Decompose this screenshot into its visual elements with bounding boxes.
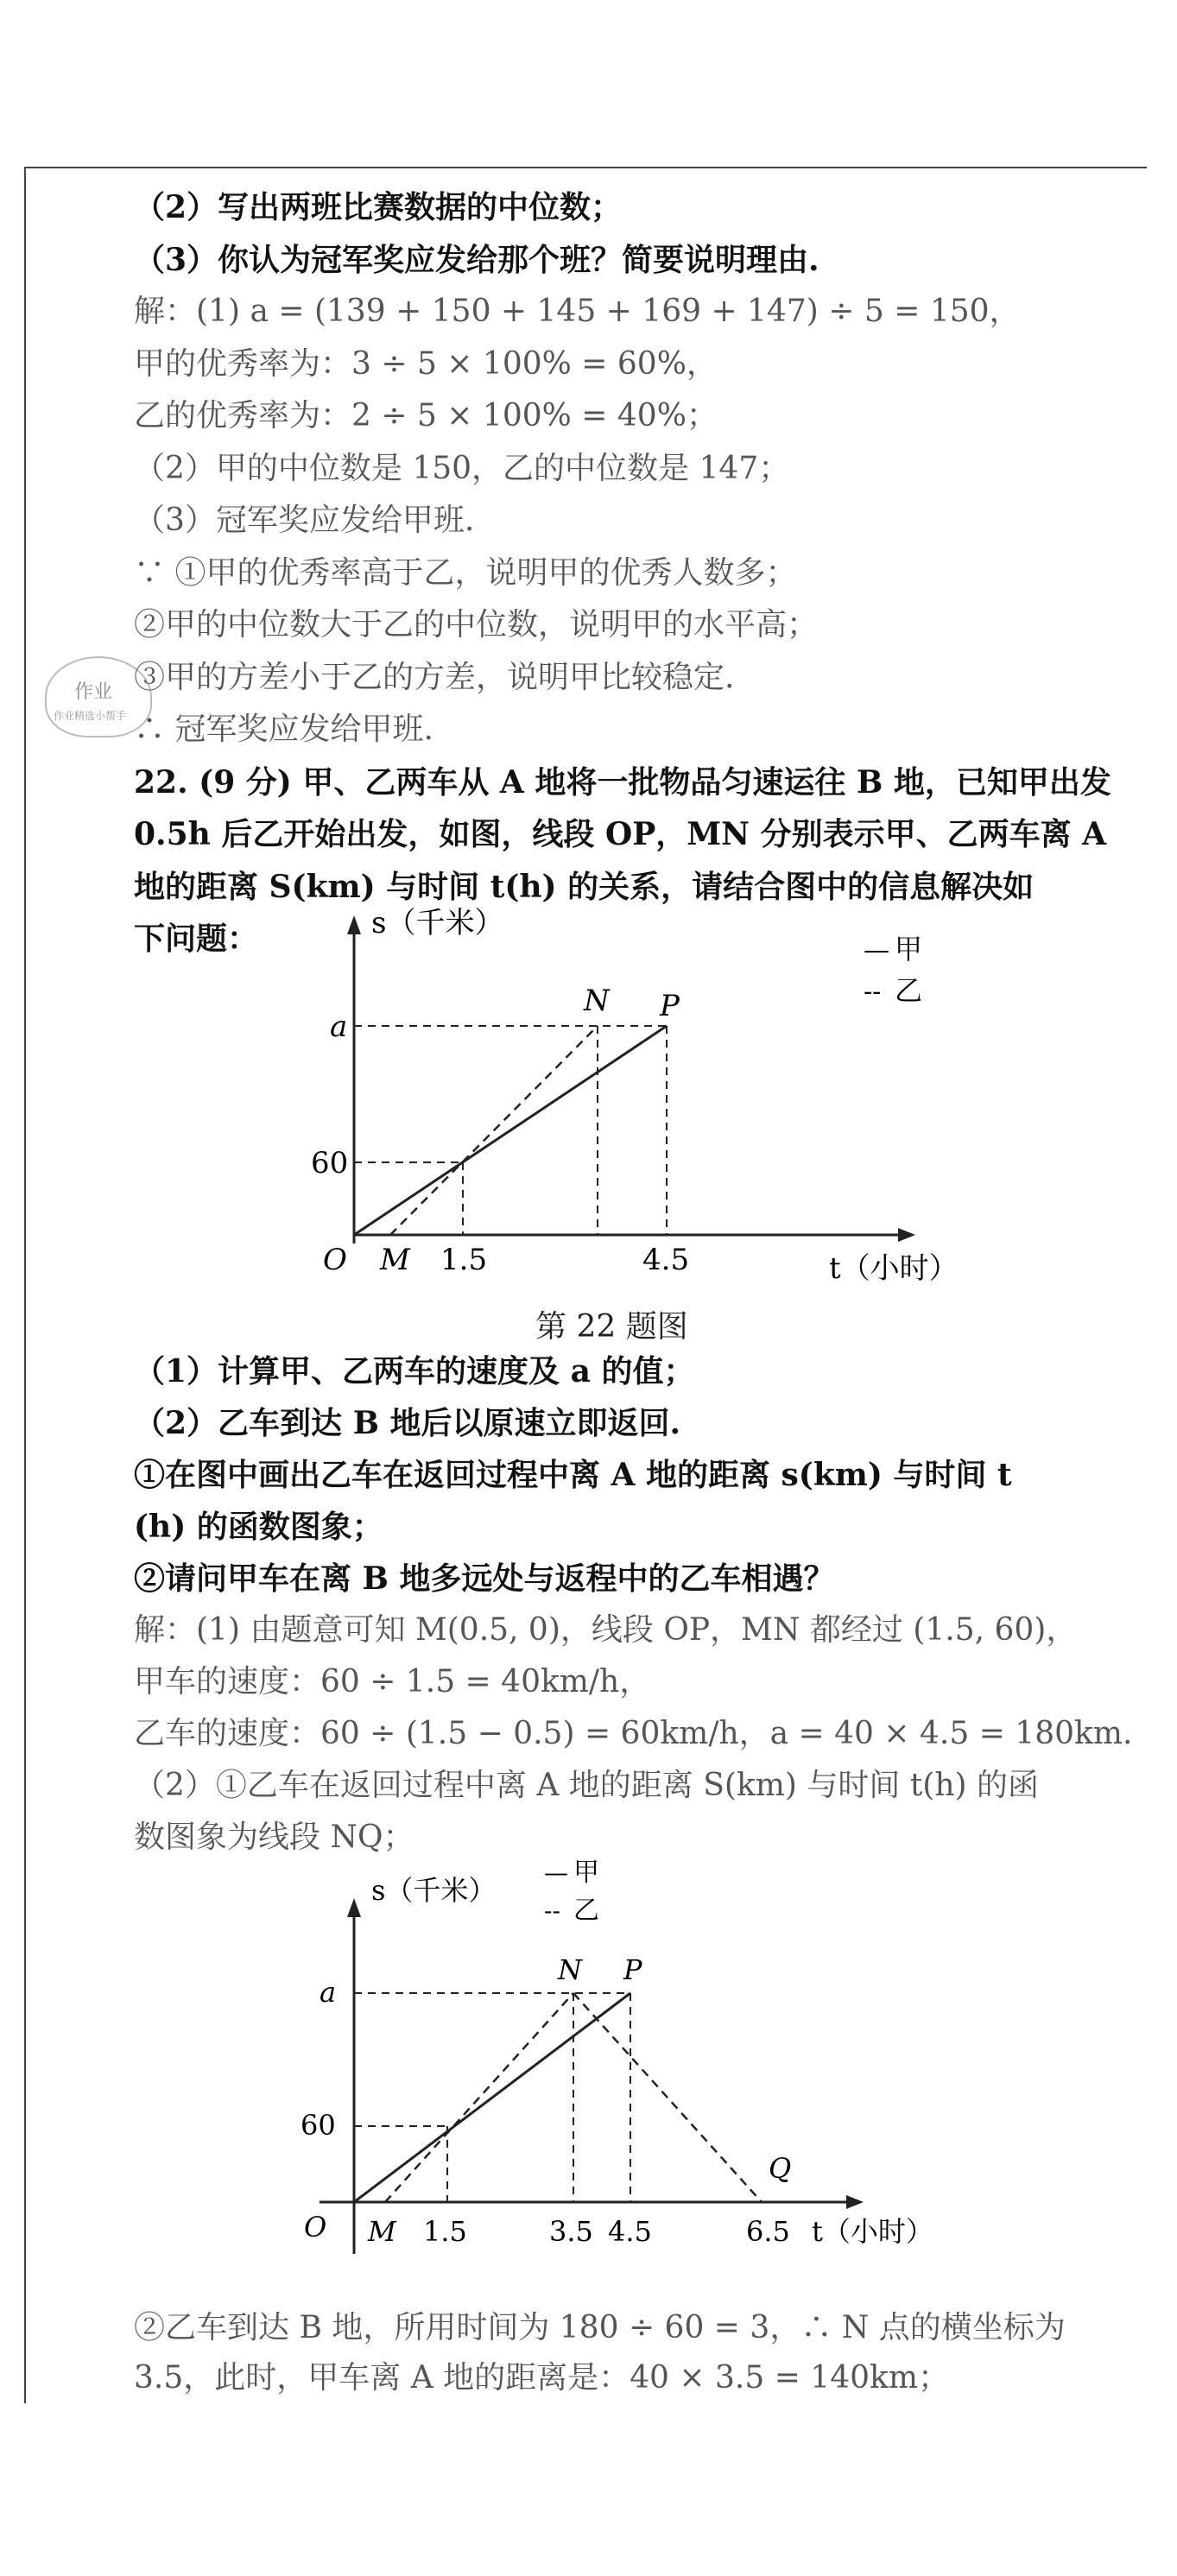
figure-2 bbox=[259, 1857, 1019, 2280]
text-line: 解：(1) a = (139 + 150 + 145 + 169 + 147) ÷ 5 = 150， bbox=[134, 294, 1021, 329]
point-N: N bbox=[558, 1953, 582, 1986]
text-line: （2）①乙车在返回过程中离 A 地的距离 S(km) 与时间 t(h) 的函 bbox=[134, 1768, 1040, 1803]
top-rule bbox=[24, 167, 1147, 168]
figure-1-caption: 第 22 题图 bbox=[535, 1309, 688, 1345]
series-jia-OP bbox=[354, 1026, 667, 1235]
legend-mark-jia: — bbox=[544, 1858, 568, 1887]
point-P: P bbox=[660, 989, 680, 1023]
series-yi-MN bbox=[390, 1026, 598, 1235]
tick-6.5: 6.5 bbox=[746, 2215, 790, 2248]
tick-4.5: 4.5 bbox=[608, 2215, 652, 2248]
text-line: ②请问甲车在离 B 地多远处与返程中的乙车相遇？ bbox=[134, 1560, 835, 1597]
text-line: （2）乙车到达 B 地后以原速立即返回. bbox=[134, 1405, 681, 1441]
origin-label: O bbox=[304, 2211, 327, 2244]
left-rule bbox=[24, 167, 26, 2403]
legend-jia: 甲 bbox=[895, 933, 923, 965]
tick-M: M bbox=[368, 2215, 396, 2248]
text-line: ∵ ①甲的优秀率高于乙，说明甲的优秀人数多； bbox=[134, 554, 797, 591]
y-axis-label: s（千米） bbox=[371, 906, 504, 940]
text-line: ②甲的中位数大于乙的中位数，说明甲的水平高； bbox=[134, 607, 819, 642]
text-line: 甲的优秀率为：3 ÷ 5 × 100% = 60%， bbox=[134, 345, 718, 382]
legend-yi: 乙 bbox=[895, 974, 923, 1007]
text-line: 甲车的速度：60 ÷ 1.5 = 40km/h， bbox=[134, 1664, 651, 1699]
x-axis-arrow bbox=[898, 1228, 915, 1242]
tick-4.5: 4.5 bbox=[642, 1243, 690, 1277]
text-line: 地的距离 S(km) 与时间 t(h) 的关系，请结合图中的信息解决如 bbox=[134, 868, 1035, 905]
text-line: (h) 的函数图象； bbox=[134, 1509, 383, 1545]
tick-M: M bbox=[380, 1243, 410, 1277]
legend-mark-yi: -- bbox=[544, 1896, 560, 1925]
y-axis-arrow bbox=[347, 1898, 361, 1917]
point-Q: Q bbox=[769, 2152, 792, 2185]
point-P: P bbox=[623, 1953, 642, 1986]
legend-yi: 乙 bbox=[573, 1896, 599, 1926]
legend-mark-yi: -- bbox=[864, 977, 882, 1007]
text-line: ①在图中画出乙车在返回过程中离 A 地的距离 s(km) 与时间 t bbox=[134, 1457, 1012, 1493]
text-line: （3）你认为冠军奖应发给那个班？简要说明理由. bbox=[134, 241, 819, 278]
tick-1.5: 1.5 bbox=[440, 1243, 488, 1277]
text-line: （2）写出两班比赛数据的中位数； bbox=[134, 189, 623, 225]
text-line: 解：(1) 由题意可知 M(0.5, 0)，线段 OP，MN 都经过 (1.5, 60)， bbox=[134, 1612, 1078, 1648]
tick-a: a bbox=[320, 1976, 337, 2009]
stamp-title: 作业 bbox=[74, 681, 113, 703]
text-line: ②乙车到达 B 地，所用时间为 180 ÷ 60 = 3，∴ N 点的横坐标为 bbox=[134, 2310, 1066, 2345]
legend-mark-jia: — bbox=[864, 935, 889, 965]
text-line: ∴ 冠军奖应发给甲班. bbox=[134, 712, 433, 747]
y-axis-arrow bbox=[347, 915, 361, 934]
text-line: 数图象为线段 NQ； bbox=[134, 1820, 414, 1855]
tick-60: 60 bbox=[301, 2109, 336, 2142]
figure-1 bbox=[294, 898, 1002, 1295]
tick-3.5: 3.5 bbox=[549, 2215, 593, 2248]
x-axis-label: t（小时） bbox=[829, 1251, 959, 1286]
x-axis-label: t（小时） bbox=[812, 2215, 933, 2248]
origin-label: O bbox=[323, 1243, 347, 1277]
text-line: （3）冠军奖应发给甲班. bbox=[134, 503, 475, 538]
text-line: 乙的优秀率为：2 ÷ 5 × 100% = 40%； bbox=[134, 398, 718, 434]
text-line: （1）计算甲、乙两车的速度及 a 的值； bbox=[134, 1353, 695, 1389]
text-line: 22. (9 分) 甲、乙两车从 A 地将一批物品匀速运往 B 地，已知甲出发 bbox=[134, 763, 1111, 801]
text-line: （2）甲的中位数是 150，乙的中位数是 147； bbox=[134, 450, 790, 486]
text-line: 下问题： bbox=[134, 921, 259, 957]
tick-a: a bbox=[330, 1010, 348, 1044]
stamp-sub: 作业精选小帮手 bbox=[54, 710, 127, 722]
series-yi-MN bbox=[385, 1993, 573, 2202]
legend-jia: 甲 bbox=[573, 1858, 599, 1888]
y-axis-label: s（千米） bbox=[371, 1874, 497, 1907]
point-N: N bbox=[584, 984, 610, 1018]
text-line: 0.5h 后乙开始出发，如图，线段 OP，MN 分别表示甲、乙两车离 A bbox=[134, 816, 1107, 852]
text-line: ③甲的方差小于乙的方差，说明甲比较稳定. bbox=[134, 659, 735, 695]
series-jia-OP bbox=[354, 1993, 630, 2202]
series-yi-NQ bbox=[573, 1993, 762, 2202]
x-axis-arrow bbox=[846, 2195, 864, 2209]
tick-1.5: 1.5 bbox=[423, 2215, 467, 2248]
tick-60: 60 bbox=[311, 1146, 349, 1180]
text-line: 3.5，此时，甲车离 A 地的距离是：40 × 3.5 = 140km； bbox=[134, 2360, 949, 2396]
text-line: 乙车的速度：60 ÷ (1.5 − 0.5) = 60km/h，a = 40 × 4.5 = 180km. bbox=[134, 1716, 1133, 1751]
